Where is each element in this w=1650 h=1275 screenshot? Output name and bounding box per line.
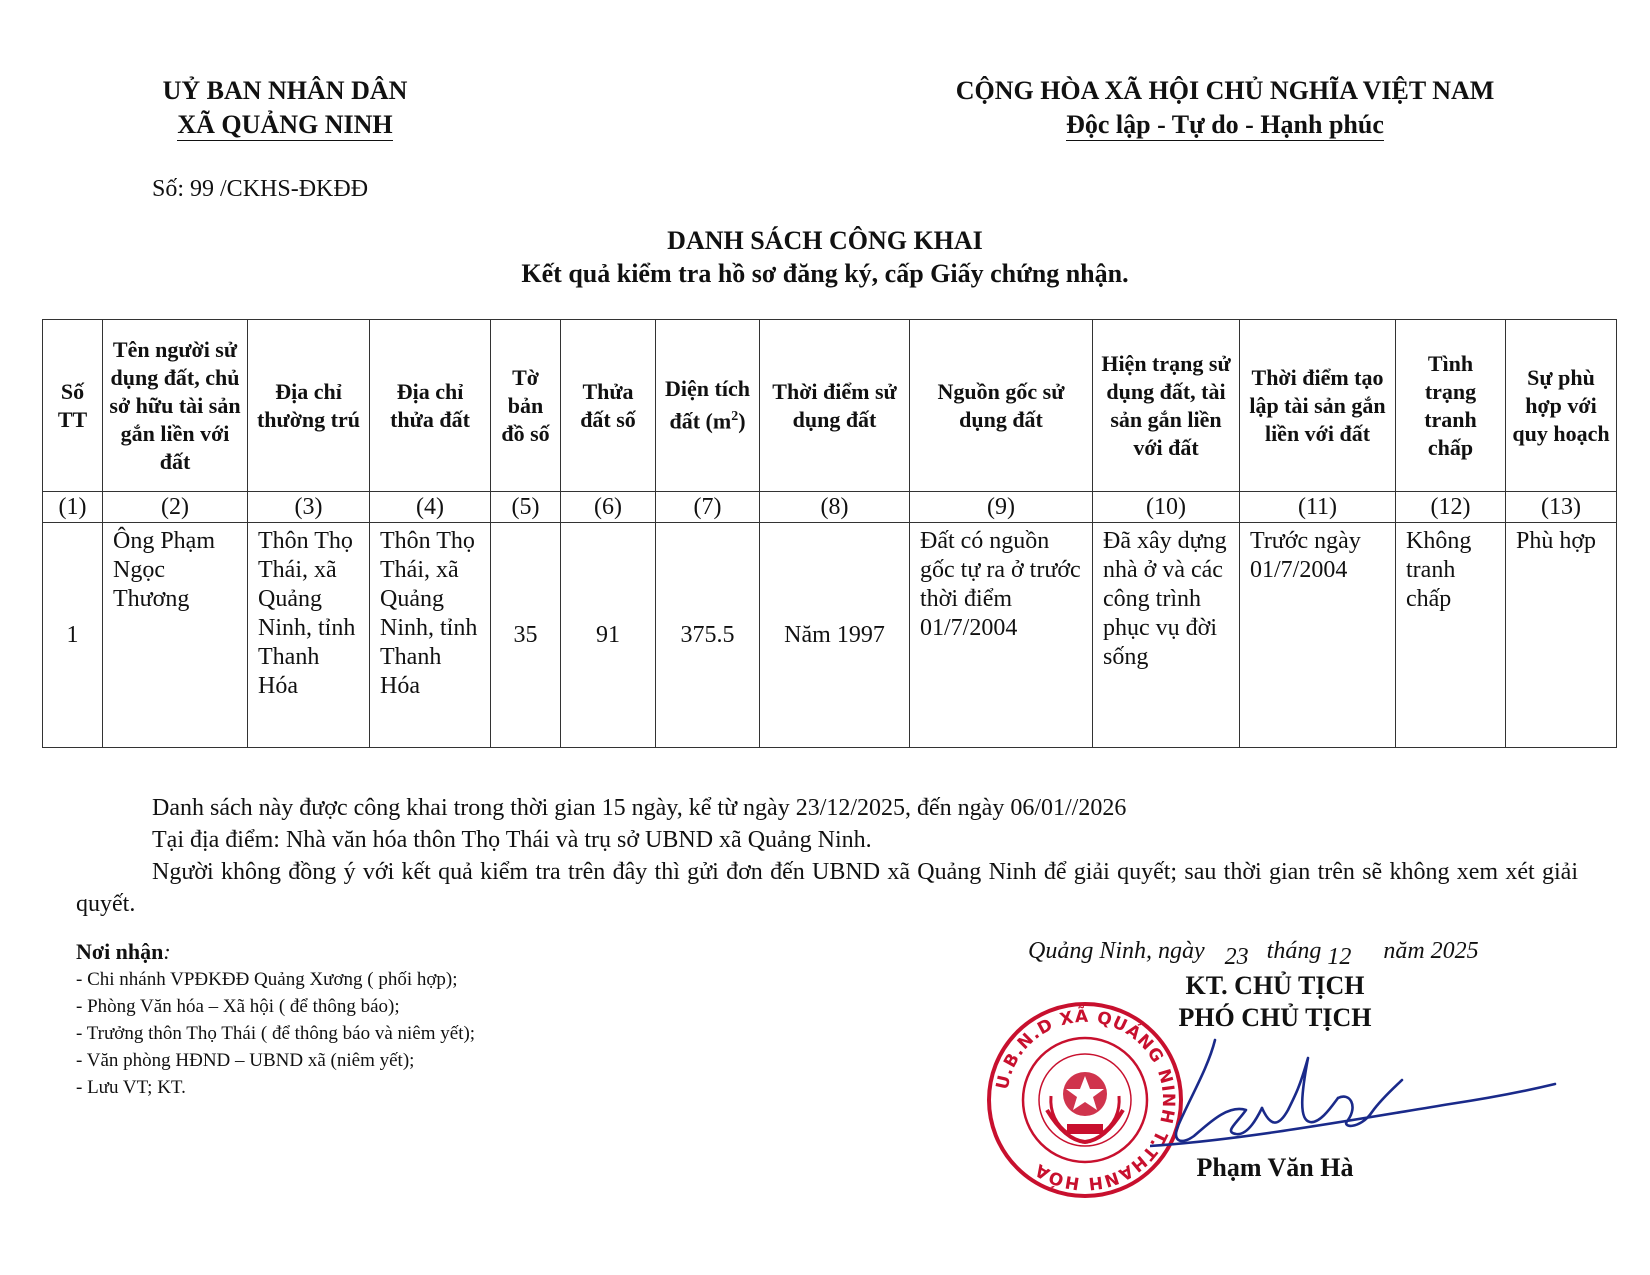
public-list-table [42,319,1617,748]
col-number: (11) [1240,492,1396,523]
recipient-item: - Phòng Văn hóa – Xã hội ( để thông báo); [76,996,400,1017]
issuer-line1: UỶ BAN NHÂN DÂN [162,76,408,105]
publication-period-note: Danh sách này được công khai trong thời gian 15 ngày, kể từ ngày 23/12/2025, đến ngày 06/01//2026 [152,795,1127,821]
cell-dispute: Không tranh chấp [1396,523,1506,748]
date-day: 23 [1224,944,1249,970]
signer-name: Phạm Văn Hà [1196,1153,1354,1182]
stamp-ring-text: U.B.N.D XÃ QUẢNG NINH T.THANH HÓA [992,1006,1179,1194]
recipient-item: - Lưu VT; KT. [76,1077,186,1098]
cell-name: Ông Phạm Ngọc Thương [103,523,248,748]
col-number: (2) [103,492,248,523]
col-number: (3) [248,492,370,523]
col-number: (4) [370,492,491,523]
col-number: (6) [561,492,656,523]
col-header-dispute: Tình trạng tranh chấp [1396,320,1506,492]
cell-use-time: Năm 1997 [760,523,910,748]
publication-location-note: Tại địa điểm: Nhà văn hóa thôn Thọ Thái và trụ sở UBND xã Quảng Ninh. [152,827,872,853]
col-number: (10) [1093,492,1240,523]
cell-parcel-no: 91 [561,523,656,748]
emblem-icon [1047,1072,1123,1142]
col-header-name: Tên người sử dụng đất, chủ sở hữu tài sản gắn liền với đất [103,320,248,492]
recipient-item: - Trưởng thôn Thọ Thái ( để thông báo và niêm yết); [76,1023,476,1044]
area-unit-superscript: 2 [731,409,739,425]
col-header-use-time: Thời điểm sử dụng đất [760,320,910,492]
col-header-area: Diện tích đất $(m^2)$ [656,320,760,492]
signer-role-2: PHÓ CHỦ TỊCH [1178,1003,1372,1032]
cell-map-sheet: 35 [491,523,561,748]
date-year: năm 2025 [1383,938,1479,964]
cell-area: 375.5 [656,523,760,748]
recipients-label: Nơi nhận: [76,939,171,964]
col-number: (12) [1396,492,1506,523]
col-header-map-sheet: Tờ bản đồ số [491,320,561,492]
document-number: Số: 99 /CKHS-ĐKĐĐ [152,176,369,202]
issuer-line2: XÃ QUẢNG NINH [177,110,393,139]
cell-current-status: Đã xây dựng nhà ở và các công trình phục vụ đời sống [1093,523,1240,748]
table-row [43,523,1617,748]
date-month: 12 [1327,944,1352,970]
col-header-parcel-address: Địa chỉ thửa đất [370,320,491,492]
col-number: (7) [656,492,760,523]
document-title: DANH SÁCH CÔNG KHAI [667,226,983,255]
cell-origin: Đất có nguồn gốc tự ra ở trước thời điểm 01/7/2004 [910,523,1093,748]
national-header [900,74,1550,142]
col-header-current-status: Hiện trạng sử dụng đất, tài sản gắn liền với đất [1093,320,1240,492]
complaint-note: Người không đồng ý với kết quả kiểm tra trên đây thì gửi đơn đến UBND xã Quảng Ninh để giải quyết; sau thời gian trên sẽ không xem xét giải quyết. [76,859,1578,917]
col-number: (9) [910,492,1093,523]
national-motto-line1: CỘNG HÒA XÃ HỘI CHỦ NGHĨA VIỆT NAM [955,76,1495,105]
date-place-line: Quảng Ninh, ngày 23 tháng 12 năm 2025 [1028,938,1479,970]
cell-parcel-address: Thôn Thọ Thái, xã Quảng Ninh, tỉnh Thanh Hóa [370,523,491,748]
date-month-label: tháng [1266,938,1322,964]
recipient-item: - Văn phòng HĐND – UBND xã (niêm yết); [76,1050,415,1071]
cell-planning: Phù hợp [1506,523,1617,748]
table-header-row [43,320,1617,492]
col-header-residence: Địa chỉ thường trú [248,320,370,492]
issuer-header [120,74,450,142]
col-header-origin: Nguồn gốc sử dụng đất [910,320,1093,492]
national-motto-line2: Độc lập - Tự do - Hạnh phúc [1066,110,1384,139]
cell-residence: Thôn Thọ Thái, xã Quảng Ninh, tỉnh Thanh Hóa [248,523,370,748]
col-header-stt: Số TT [43,320,103,492]
col-number: (1) [43,492,103,523]
recipient-item: - Chi nhánh VPĐKĐĐ Quảng Xương ( phối hợp); [76,969,458,990]
col-header-parcel-no: Thửa đất số [561,320,656,492]
cell-stt: 1 [43,523,103,748]
column-number-row [43,492,1617,523]
recipients-block [76,938,636,1101]
signer-role-1: KT. CHỦ TỊCH [1185,971,1365,1000]
col-header-asset-time: Thời điểm tạo lập tài sản gắn liền với đất [1240,320,1396,492]
col-number: (5) [491,492,561,523]
col-number: (8) [760,492,910,523]
col-header-planning: Sự phù hợp với quy hoạch [1506,320,1617,492]
col-number: (13) [1506,492,1617,523]
cell-asset-time: Trước ngày 01/7/2004 [1240,523,1396,748]
document-subtitle: Kết quả kiểm tra hồ sơ đăng ký, cấp Giấy chứng nhận. [521,259,1129,288]
